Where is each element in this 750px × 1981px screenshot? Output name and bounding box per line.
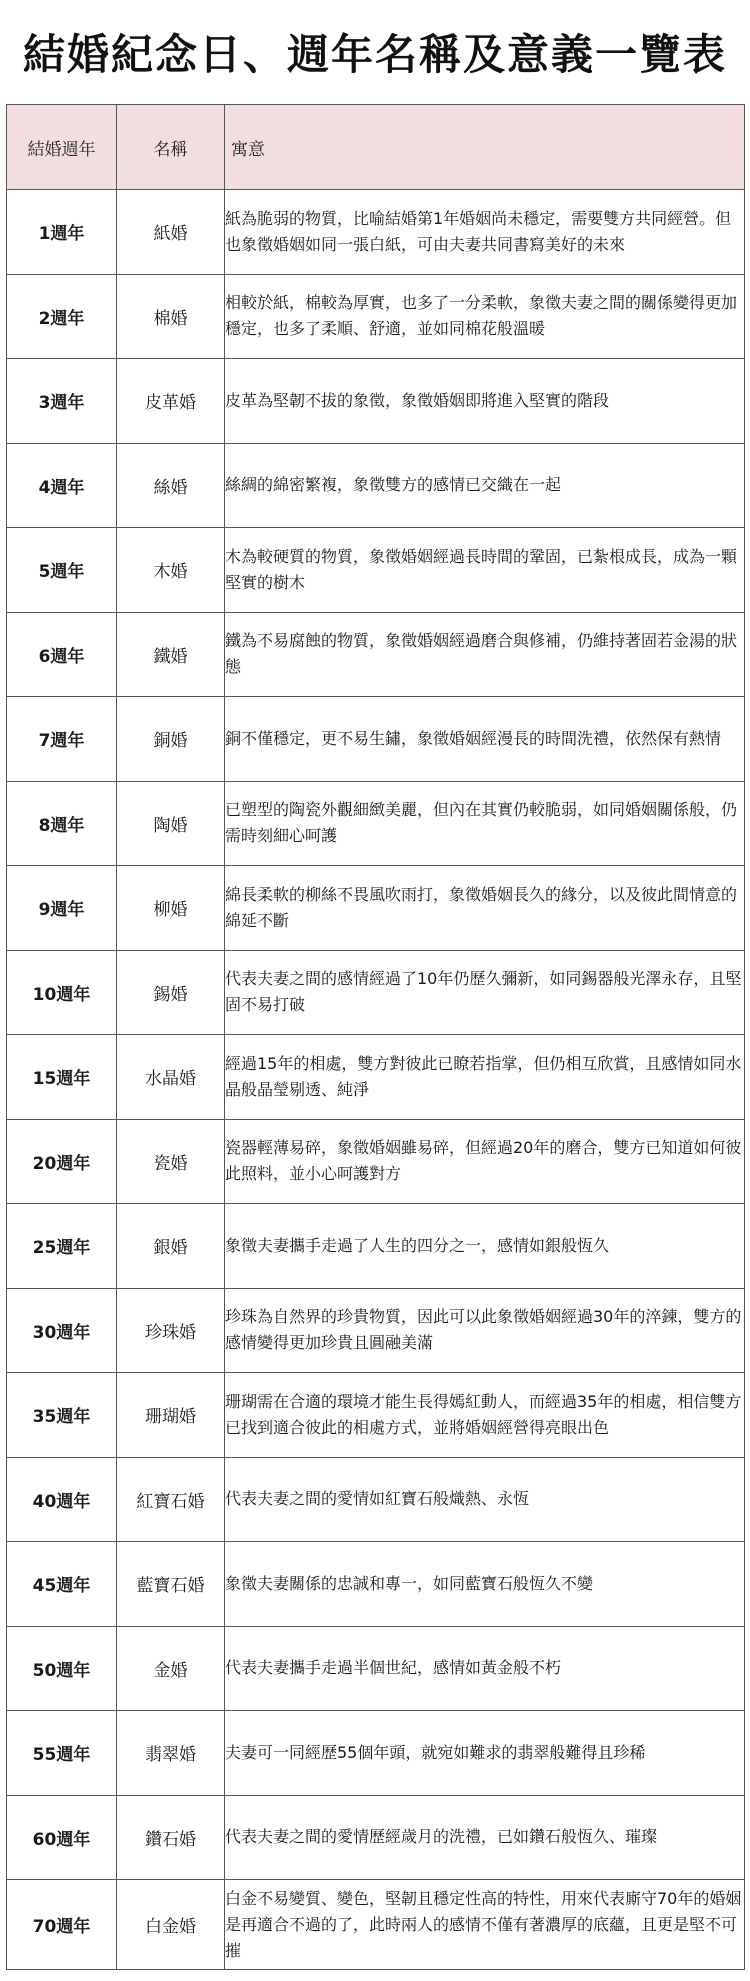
year-cell: 6週年 <box>7 612 117 697</box>
meaning-cell: 珊瑚需在合適的環境才能生長得嫣紅動人，而經過35年的相處，相信雙方已找到適合彼此的相處方式，並將婚姻經營得亮眼出色 <box>225 1373 745 1458</box>
column-header-meaning: 寓意 <box>225 105 745 190</box>
meaning-cell: 相較於紙，棉較為厚實，也多了一分柔軟，象徵夫妻之間的關係變得更加穩定，也多了柔順、舒適，並如同棉花般溫暖 <box>225 274 745 359</box>
year-cell: 20週年 <box>7 1119 117 1204</box>
meaning-cell: 已塑型的陶瓷外觀細緻美麗，但內在其實仍較脆弱，如同婚姻關係般，仍需時刻細心呵護 <box>225 781 745 866</box>
meaning-cell: 銅不僅穩定，更不易生鏽，象徵婚姻經漫長的時間洗禮，依然保有熱情 <box>225 697 745 782</box>
table-row <box>7 1626 745 1711</box>
year-cell: 9週年 <box>7 866 117 951</box>
anniversary-name-cell: 金婚 <box>117 1626 225 1711</box>
year-cell: 7週年 <box>7 697 117 782</box>
table-row <box>7 1457 745 1542</box>
meaning-cell: 經過15年的相處，雙方對彼此已瞭若指掌，但仍相互欣賞，且感情如同水晶般晶瑩剔透、純淨 <box>225 1035 745 1120</box>
table-row <box>7 1288 745 1373</box>
meaning-cell: 象徵夫妻攜手走過了人生的四分之一，感情如銀般恆久 <box>225 1204 745 1289</box>
page-title: 結婚紀念日、週年名稱及意義一覽表 <box>22 30 727 79</box>
year-cell: 70週年 <box>7 1880 117 1970</box>
column-header-year: 結婚週年 <box>7 105 117 190</box>
table-row <box>7 1035 745 1120</box>
year-cell: 40週年 <box>7 1457 117 1542</box>
meaning-cell: 代表夫妻之間的愛情歷經歲月的洗禮，已如鑽石般恆久、璀璨 <box>225 1795 745 1880</box>
anniversary-name-cell: 白金婚 <box>117 1880 225 1970</box>
table-row <box>7 1795 745 1880</box>
anniversary-name-cell: 珍珠婚 <box>117 1288 225 1373</box>
column-header-name: 名稱 <box>117 105 225 190</box>
meaning-cell: 木為較硬質的物質，象徵婚姻經過長時間的鞏固，已紮根成長，成為一顆堅實的樹木 <box>225 528 745 613</box>
table-row <box>7 1119 745 1204</box>
header-row <box>7 105 745 190</box>
table-row <box>7 1880 745 1970</box>
table-row <box>7 1204 745 1289</box>
year-cell: 4週年 <box>7 443 117 528</box>
table-row <box>7 950 745 1035</box>
anniversary-name-cell: 紙婚 <box>117 190 225 275</box>
meaning-cell: 絲綢的綿密繁複，象徵雙方的感情已交織在一起 <box>225 443 745 528</box>
year-cell: 8週年 <box>7 781 117 866</box>
table-row <box>7 612 745 697</box>
year-cell: 2週年 <box>7 274 117 359</box>
year-cell: 50週年 <box>7 1626 117 1711</box>
anniversary-name-cell: 珊瑚婚 <box>117 1373 225 1458</box>
year-cell: 15週年 <box>7 1035 117 1120</box>
table-row <box>7 274 745 359</box>
anniversary-name-cell: 鐵婚 <box>117 612 225 697</box>
table-row <box>7 528 745 613</box>
table-header <box>7 105 745 190</box>
anniversary-name-cell: 皮革婚 <box>117 359 225 444</box>
meaning-cell: 代表夫妻攜手走過半個世紀，感情如黃金般不朽 <box>225 1626 745 1711</box>
meaning-cell: 瓷器輕薄易碎，象徵婚姻雖易碎，但經過20年的磨合，雙方已知道如何彼此照料，並小心呵護對方 <box>225 1119 745 1204</box>
year-cell: 30週年 <box>7 1288 117 1373</box>
table-row <box>7 1542 745 1627</box>
year-cell: 60週年 <box>7 1795 117 1880</box>
year-cell: 1週年 <box>7 190 117 275</box>
table-row <box>7 190 745 275</box>
meaning-cell: 綿長柔軟的柳絲不畏風吹雨打，象徵婚姻長久的緣分，以及彼此間情意的綿延不斷 <box>225 866 745 951</box>
meaning-cell: 象徵夫妻關係的忠誠和專一，如同藍寶石般恆久不變 <box>225 1542 745 1627</box>
table-row <box>7 1373 745 1458</box>
meaning-cell: 皮革為堅韌不拔的象徵，象徵婚姻即將進入堅實的階段 <box>225 359 745 444</box>
year-cell: 25週年 <box>7 1204 117 1289</box>
meaning-cell: 白金不易變質、變色，堅韌且穩定性高的特性，用來代表廝守70年的婚姻是再適合不過的了，此時兩人的感情不僅有著濃厚的底蘊，且更是堅不可摧 <box>225 1880 745 1970</box>
anniversary-name-cell: 陶婚 <box>117 781 225 866</box>
anniversary-name-cell: 絲婚 <box>117 443 225 528</box>
year-cell: 45週年 <box>7 1542 117 1627</box>
year-cell: 3週年 <box>7 359 117 444</box>
meaning-cell: 代表夫妻之間的感情經過了10年仍歷久彌新，如同錫器般光澤永存，且堅固不易打破 <box>225 950 745 1035</box>
anniversary-name-cell: 柳婚 <box>117 866 225 951</box>
meaning-cell: 紙為脆弱的物質，比喻結婚第1年婚姻尚未穩定，需要雙方共同經營。但也象徵婚姻如同一張白紙，可由夫妻共同書寫美好的未來 <box>225 190 745 275</box>
anniversary-name-cell: 棉婚 <box>117 274 225 359</box>
anniversary-name-cell: 藍寶石婚 <box>117 1542 225 1627</box>
anniversary-name-cell: 銀婚 <box>117 1204 225 1289</box>
table-row <box>7 1711 745 1796</box>
meaning-cell: 鐵為不易腐蝕的物質，象徵婚姻經過磨合與修補，仍維持著固若金湯的狀態 <box>225 612 745 697</box>
meaning-cell: 夫妻可一同經歷55個年頭，就宛如難求的翡翠般難得且珍稀 <box>225 1711 745 1796</box>
anniversary-name-cell: 紅寶石婚 <box>117 1457 225 1542</box>
table-body <box>7 190 745 1970</box>
anniversary-name-cell: 鑽石婚 <box>117 1795 225 1880</box>
anniversary-name-cell: 銅婚 <box>117 697 225 782</box>
anniversary-name-cell: 瓷婚 <box>117 1119 225 1204</box>
year-cell: 5週年 <box>7 528 117 613</box>
year-cell: 10週年 <box>7 950 117 1035</box>
table-row <box>7 781 745 866</box>
year-cell: 35週年 <box>7 1373 117 1458</box>
meaning-cell: 代表夫妻之間的愛情如紅寶石般熾熱、永恆 <box>225 1457 745 1542</box>
anniversary-name-cell: 木婚 <box>117 528 225 613</box>
table-row <box>7 866 745 951</box>
table-row <box>7 359 745 444</box>
anniversary-name-cell: 翡翠婚 <box>117 1711 225 1796</box>
anniversary-name-cell: 錫婚 <box>117 950 225 1035</box>
table-row <box>7 697 745 782</box>
anniversary-table <box>6 104 745 1970</box>
year-cell: 55週年 <box>7 1711 117 1796</box>
table-row <box>7 443 745 528</box>
meaning-cell: 珍珠為自然界的珍貴物質，因此可以此象徵婚姻經過30年的淬鍊，雙方的感情變得更加珍貴且圓融美滿 <box>225 1288 745 1373</box>
anniversary-name-cell: 水晶婚 <box>117 1035 225 1120</box>
